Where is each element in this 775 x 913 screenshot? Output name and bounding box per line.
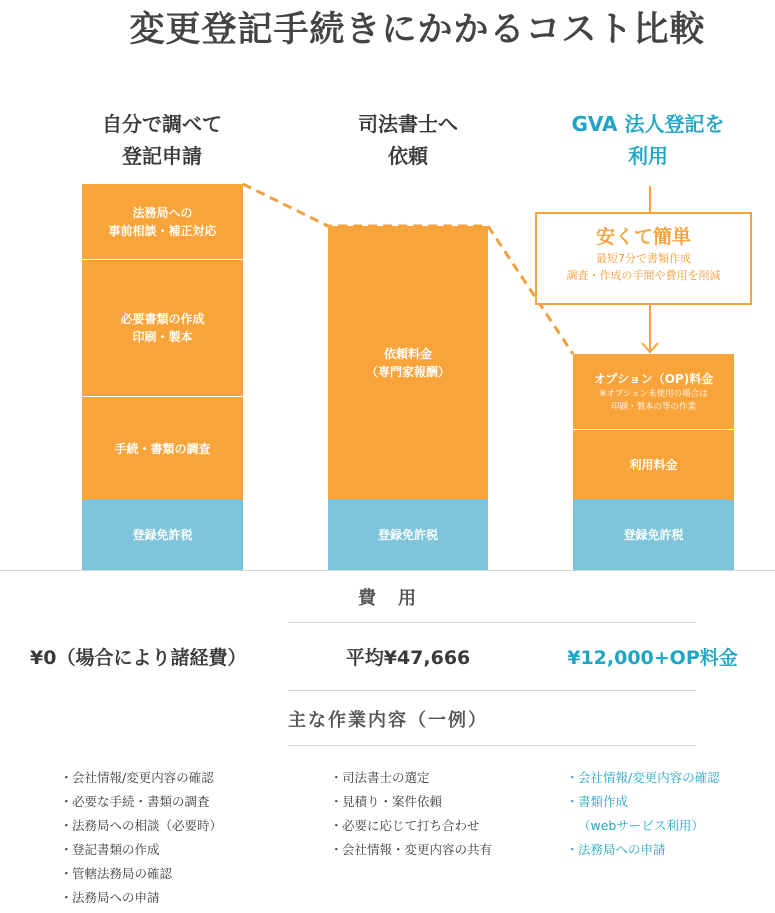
list-item-text: 会社情報/変更内容の確認: [72, 770, 214, 785]
divider: [288, 622, 696, 623]
list-item-text: 法務局への相談（必要時）: [72, 818, 223, 833]
callout-box: [535, 212, 752, 305]
bullet: ・: [330, 770, 343, 785]
list-item: [60, 862, 222, 886]
block-text: 法務局への: [132, 205, 193, 220]
block-text: （専門家報酬）: [365, 365, 450, 379]
block-note: ※オプション未使用の場合は: [599, 388, 708, 399]
column-heading-gva-line2: 利用: [628, 144, 668, 168]
bullet: ・: [330, 794, 343, 809]
column-heading-scrivener-line1: 司法書士へ: [358, 112, 458, 136]
callout-line: 最短7分で書類作成: [596, 252, 691, 265]
column-heading-gva-line1: GVA 法人登記を: [571, 112, 725, 136]
task-list-self: [60, 766, 222, 910]
bullet: ・: [330, 842, 343, 857]
list-item-text: 必要に応じて打ち合わせ: [342, 818, 480, 833]
list-item-text: 司法書士の選定: [342, 770, 430, 785]
bullet: ・: [566, 794, 579, 809]
block-note: 印刷・製本の等の作業: [610, 401, 696, 412]
bullet: ・: [60, 818, 73, 833]
cost-self: ¥0（場合により諸経費）: [30, 647, 247, 669]
block-text: 利用料金: [629, 458, 678, 472]
list-item: [60, 838, 222, 862]
bar-scrivener-fee: [328, 226, 488, 500]
block-text: 必要書類の作成: [120, 312, 205, 326]
list-item-text: 会社情報/変更内容の確認: [578, 770, 720, 785]
divider: [0, 570, 775, 571]
bar-scrivener-registration-tax: [328, 500, 488, 570]
bullet: ・: [60, 842, 73, 857]
bar-self-consultation: [82, 184, 243, 259]
bullet: ・: [566, 770, 579, 785]
list-item: [566, 814, 720, 838]
block-text: 登録免許税: [623, 528, 684, 542]
callout-line: 調査・作成の手間や費用を削減: [566, 269, 721, 282]
bar-self-document-creation: [82, 259, 243, 396]
list-item: [330, 766, 492, 790]
block-text: 登録免許税: [132, 528, 193, 542]
list-item-text: （webサービス利用）: [578, 818, 704, 833]
bullet: ・: [60, 794, 73, 809]
cost-gva: ¥12,000+OP料金: [567, 647, 738, 669]
list-item: [566, 790, 720, 814]
list-item-text: 必要な手続・書類の調査: [72, 794, 210, 809]
column-heading-self-line1: 自分で調べて: [102, 112, 222, 136]
bullet: ・: [330, 818, 343, 833]
bar-gva-usage-fee: [573, 429, 734, 500]
list-item-text: 法務局への申請: [578, 842, 666, 857]
list-item-text: 書類作成: [578, 794, 629, 809]
section-tasks-heading: 主な作業内容（一例）: [288, 710, 488, 731]
bar-self-research: [82, 396, 243, 500]
section-cost-heading: 費 用: [358, 588, 418, 609]
list-item: [330, 838, 492, 862]
column-heading-scrivener-line2: 依頼: [388, 144, 428, 168]
block-text: 登録免許税: [377, 528, 438, 542]
block-text: オプション（OP)料金: [593, 371, 714, 386]
list-item: [330, 814, 492, 838]
cost-scrivener: 平均¥47,666: [345, 647, 471, 669]
list-item: [60, 886, 222, 910]
divider: [288, 690, 696, 691]
list-item: [330, 790, 492, 814]
list-item: [566, 838, 720, 862]
list-item-text: 管轄法務局の確認: [72, 866, 173, 881]
list-item: [60, 790, 222, 814]
bar-gva-registration-tax: [573, 500, 734, 570]
callout-title: 安くて簡単: [595, 226, 691, 248]
block-text: 印刷・製本: [132, 330, 193, 344]
list-item-text: 見積り・案件依頼: [342, 794, 443, 809]
bullet: ・: [60, 770, 73, 785]
page-title: 変更登記手続きにかかるコスト比較: [129, 10, 706, 50]
list-item-text: 会社情報・変更内容の共有: [342, 842, 493, 857]
block-text: 事前相談・補正対応: [108, 223, 217, 238]
bar-gva-option-fee: [573, 354, 734, 429]
column-heading-self-line2: 登記申請: [122, 144, 202, 168]
block-text: 手続・書類の調査: [114, 441, 211, 456]
list-item-text: 法務局への申請: [72, 890, 160, 905]
divider: [288, 745, 696, 746]
list-item: [60, 814, 222, 838]
bullet: ・: [566, 842, 579, 857]
bullet: ・: [60, 866, 73, 881]
task-list-gva: [566, 766, 720, 862]
task-list-scrivener: [330, 766, 492, 862]
list-item: [566, 766, 720, 790]
block-text: 依頼料金: [383, 347, 432, 361]
list-item: [60, 766, 222, 790]
bullet: ・: [60, 890, 73, 905]
bar-self-registration-tax: [82, 500, 243, 570]
list-item-text: 登記書類の作成: [72, 842, 160, 857]
